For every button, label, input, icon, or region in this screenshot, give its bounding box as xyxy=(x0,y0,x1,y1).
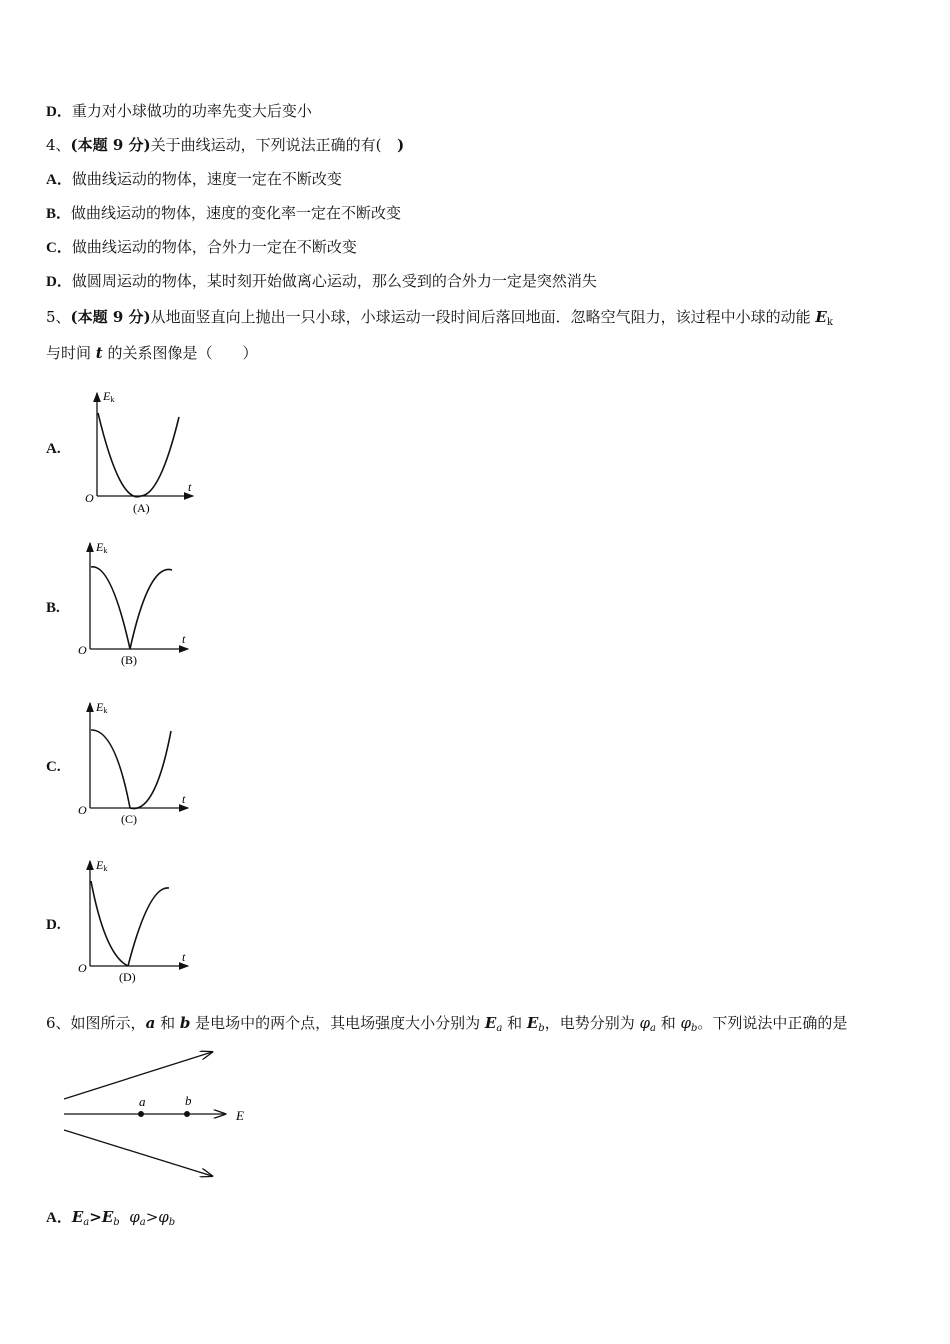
question-text: 。下列说法中正确的是 xyxy=(697,1014,848,1032)
subscript-b: b xyxy=(168,1217,176,1228)
graph-caption: (C) xyxy=(121,812,137,826)
option-letter: B． xyxy=(46,206,72,222)
y-axis-label: Ek xyxy=(103,389,115,404)
question-tag: (本题 9 分) xyxy=(70,136,151,154)
field-symbol: E xyxy=(526,1014,539,1032)
x-axis-label: t xyxy=(182,792,186,806)
subscript-a: a xyxy=(496,1023,503,1034)
q4-option-d xyxy=(46,271,597,292)
q6-option-a xyxy=(46,1207,175,1233)
greater-than: > xyxy=(89,1208,102,1226)
question-number: 4、 xyxy=(46,136,71,154)
q3-option-d xyxy=(46,101,312,122)
option-text: 重力对小球做功的功率先变大后变小 xyxy=(71,102,312,120)
spacer xyxy=(120,1208,130,1226)
subscript-a: a xyxy=(83,1217,90,1228)
question-text: 和 xyxy=(155,1014,180,1032)
origin-label: O xyxy=(85,491,94,505)
graph-caption: (B) xyxy=(121,653,137,667)
phi-symbol: φ xyxy=(639,1014,650,1032)
t-symbol: t xyxy=(95,344,103,362)
ek-curve xyxy=(98,413,179,497)
subscript-b: b xyxy=(538,1023,545,1034)
field-symbol: E xyxy=(484,1014,497,1032)
graph-d xyxy=(75,855,200,990)
option-text: 做圆周运动的物体，某时刻开始做离心运动，那么受到的合外力一定是突然消失 xyxy=(71,272,597,290)
point-a-symbol: a xyxy=(145,1014,156,1032)
point-b-symbol: b xyxy=(179,1014,191,1032)
answer-blank: ) xyxy=(381,136,405,154)
question-text: 关于曲线运动，下列说法正确的有( xyxy=(150,136,382,154)
question-text: ，电势分别为 xyxy=(544,1014,640,1032)
graph-caption: (A) xyxy=(133,501,150,515)
question-text: 从地面竖直向上抛出一只小球，小球运动一段时间后落回地面．忽略空气阻力，该过程中小球的动能 xyxy=(150,308,816,326)
option-letter: D． xyxy=(46,104,72,120)
ek-curve-falling xyxy=(91,567,130,649)
subscript-b: b xyxy=(113,1217,120,1228)
phi-symbol: φ xyxy=(129,1208,140,1226)
ek-curve-falling xyxy=(91,881,128,966)
option-text: 做曲线运动的物体，合外力一定在不断改变 xyxy=(71,238,357,256)
option-letter: D． xyxy=(46,274,72,290)
subscript-a: a xyxy=(139,1217,146,1228)
q4-stem xyxy=(46,135,404,155)
ek-curve-falling xyxy=(91,730,130,808)
graph-c-option: C. xyxy=(46,759,61,775)
option-text: 做曲线运动的物体，速度的变化率一定在不断改变 xyxy=(71,204,402,222)
question-text: 和 xyxy=(655,1014,681,1032)
origin-label: O xyxy=(78,643,87,657)
question-tag: (本题 9 分) xyxy=(70,308,151,326)
graph-b-option: B. xyxy=(46,600,60,616)
field-symbol: E xyxy=(101,1208,114,1226)
y-axis-label: Ek xyxy=(96,540,108,555)
question-text: 是电场中的两个点，其电场强度大小分别为 xyxy=(190,1014,485,1032)
graph-a-option: A. xyxy=(46,441,61,457)
question-number: 6、 xyxy=(46,1014,71,1032)
point-b-label: b xyxy=(185,1093,192,1108)
field-line-upper xyxy=(64,1052,212,1099)
ek-subscript: k xyxy=(826,317,833,328)
electric-field-figure xyxy=(60,1045,260,1180)
point-a-dot xyxy=(138,1111,144,1117)
ek-curve-rising xyxy=(128,888,169,966)
q5-stem-line2 xyxy=(46,343,258,363)
option-letter: A． xyxy=(46,172,72,188)
graph-c xyxy=(75,697,200,832)
phi-symbol: φ xyxy=(680,1014,692,1032)
q6-stem xyxy=(46,1013,847,1039)
ek-curve-rising xyxy=(130,731,171,809)
origin-label: O xyxy=(78,803,87,817)
point-b-dot xyxy=(184,1111,190,1117)
graph-b xyxy=(75,537,200,672)
question-number: 5、 xyxy=(46,308,71,326)
field-line-lower xyxy=(64,1130,212,1176)
field-label: E xyxy=(236,1108,244,1123)
y-axis-label: Ek xyxy=(96,700,108,715)
field-symbol: E xyxy=(71,1208,84,1226)
q4-option-c xyxy=(46,237,357,258)
x-axis-label: t xyxy=(182,950,186,964)
graph-d-option: D. xyxy=(46,917,61,933)
question-text-end: 的关系图像是（ ） xyxy=(102,344,258,362)
graph-a xyxy=(80,385,200,520)
phi-symbol: φ xyxy=(158,1208,169,1226)
question-text: 和 xyxy=(502,1014,527,1032)
question-text: 如图所示， xyxy=(70,1014,146,1032)
option-letter: A． xyxy=(46,1210,72,1226)
question-text: 与时间 xyxy=(46,344,96,362)
point-a-label: a xyxy=(139,1094,146,1109)
x-axis-label: t xyxy=(182,632,186,646)
option-text: 做曲线运动的物体，速度一定在不断改变 xyxy=(71,170,342,188)
y-axis-label: Ek xyxy=(96,858,108,873)
greater-than: > xyxy=(145,1208,159,1226)
q4-option-a xyxy=(46,169,342,190)
origin-label: O xyxy=(78,961,87,975)
subscript-b: b xyxy=(691,1023,698,1034)
subscript-a: a xyxy=(649,1023,656,1034)
graph-caption: (D) xyxy=(119,970,136,984)
ek-symbol: E xyxy=(815,308,827,326)
option-letter: C． xyxy=(46,240,72,256)
q5-stem-line1 xyxy=(46,307,833,333)
x-axis-label: t xyxy=(188,480,192,494)
ek-curve-rising xyxy=(130,569,172,649)
q4-option-b xyxy=(46,203,401,224)
